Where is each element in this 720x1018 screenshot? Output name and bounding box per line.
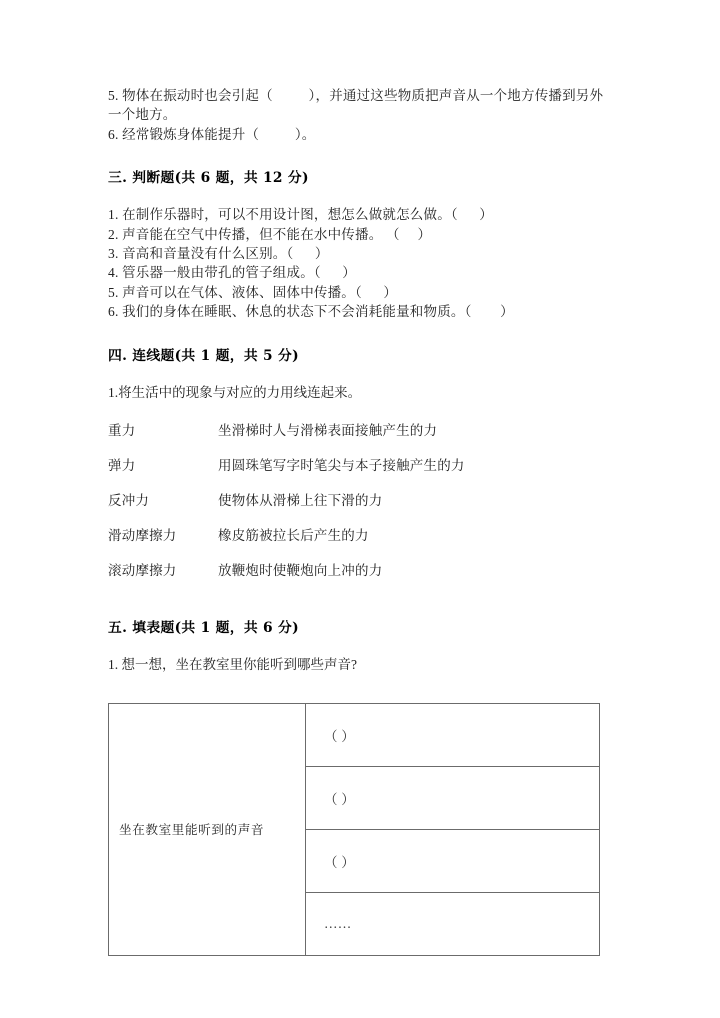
matching-right-description: 放鞭炮时使鞭炮向上冲的力 <box>218 563 383 579</box>
spacer-after-section-five-heading <box>108 638 614 655</box>
matching-row <box>108 419 614 454</box>
spacer-after-section-three-heading <box>108 188 614 205</box>
true-false-item-1: 1. 在制作乐器时，可以不用设计图，想怎么做就怎么做。（ ） <box>108 207 493 223</box>
matching-row <box>108 559 614 594</box>
matching-left-term: 反冲力 <box>108 493 150 509</box>
section-three-heading: 三. 判断题(共 6 题，共 12 分) <box>108 170 309 187</box>
matching-left-term: 滑动摩擦力 <box>108 528 177 544</box>
table-row <box>109 704 600 767</box>
section-five-heading: 五. 填表题(共 1 题，共 6 分) <box>108 620 299 637</box>
matching-left-term: 滚动摩擦力 <box>108 563 177 579</box>
section-four-heading: 四. 连线题(共 1 题，共 5 分) <box>108 347 299 364</box>
matching-question-prompt: 1.将生活中的现象与对应的力用线连起来。 <box>108 384 362 400</box>
spacer-before-section-five <box>108 594 614 618</box>
true-false-item-4: 4. 管乐器一般由带孔的管子组成。（ ） <box>108 265 356 281</box>
matching-row <box>108 524 614 559</box>
true-false-item-3: 3. 音高和音量没有什么区别。（ ） <box>108 246 329 262</box>
true-false-item-5: 5. 声音可以在气体、液体、固体中传播。（ ） <box>108 284 398 300</box>
table-ellipsis-cell: …… <box>306 893 600 956</box>
page-content <box>108 86 614 956</box>
matching-right-description: 橡皮筋被拉长后产生的力 <box>218 528 369 544</box>
matching-row <box>108 489 614 524</box>
table-blank-cell-3[interactable]: （ ） <box>306 830 600 893</box>
true-false-list <box>108 205 614 321</box>
true-false-item-2: 2. 声音能在空气中传播，但不能在水中传播。 （ ） <box>108 226 432 242</box>
matching-left-term: 重力 <box>108 423 136 439</box>
spacer-before-section-three <box>108 144 614 168</box>
table-row-label: 坐在教室里能听到的声音 <box>109 704 306 956</box>
matching-right-description: 使物体从滑梯上往下滑的力 <box>218 493 383 509</box>
fill-blank-item-6: 6. 经常锻炼身体能提升（ ）。 <box>108 126 316 142</box>
fill-blank-item-5: 5. 物体在振动时也会引起（ ），并通过这些物质把声音从一个地方传播到另外一个地方。 <box>108 88 604 123</box>
matching-left-term: 弹力 <box>108 458 136 474</box>
spacer-after-section-four-heading <box>108 366 614 383</box>
fill-in-blanks-continued <box>108 86 614 144</box>
spacer-before-section-four <box>108 322 614 346</box>
matching-right-description: 用圆珠笔写字时笔尖与本子接触产生的力 <box>218 458 465 474</box>
matching-row <box>108 454 614 489</box>
matching-right-description: 坐滑梯时人与滑梯表面接触产生的力 <box>218 423 438 439</box>
table-blank-cell-1[interactable]: （ ） <box>306 704 600 767</box>
table-question-prompt: 1. 想一想，坐在教室里你能听到哪些声音? <box>108 657 357 673</box>
true-false-item-6: 6. 我们的身体在睡眠、休息的状态下不会消耗能量和物质。（ ） <box>108 304 514 320</box>
answer-table <box>108 703 600 956</box>
table-blank-cell-2[interactable]: （ ） <box>306 767 600 830</box>
matching-rows <box>108 419 614 594</box>
